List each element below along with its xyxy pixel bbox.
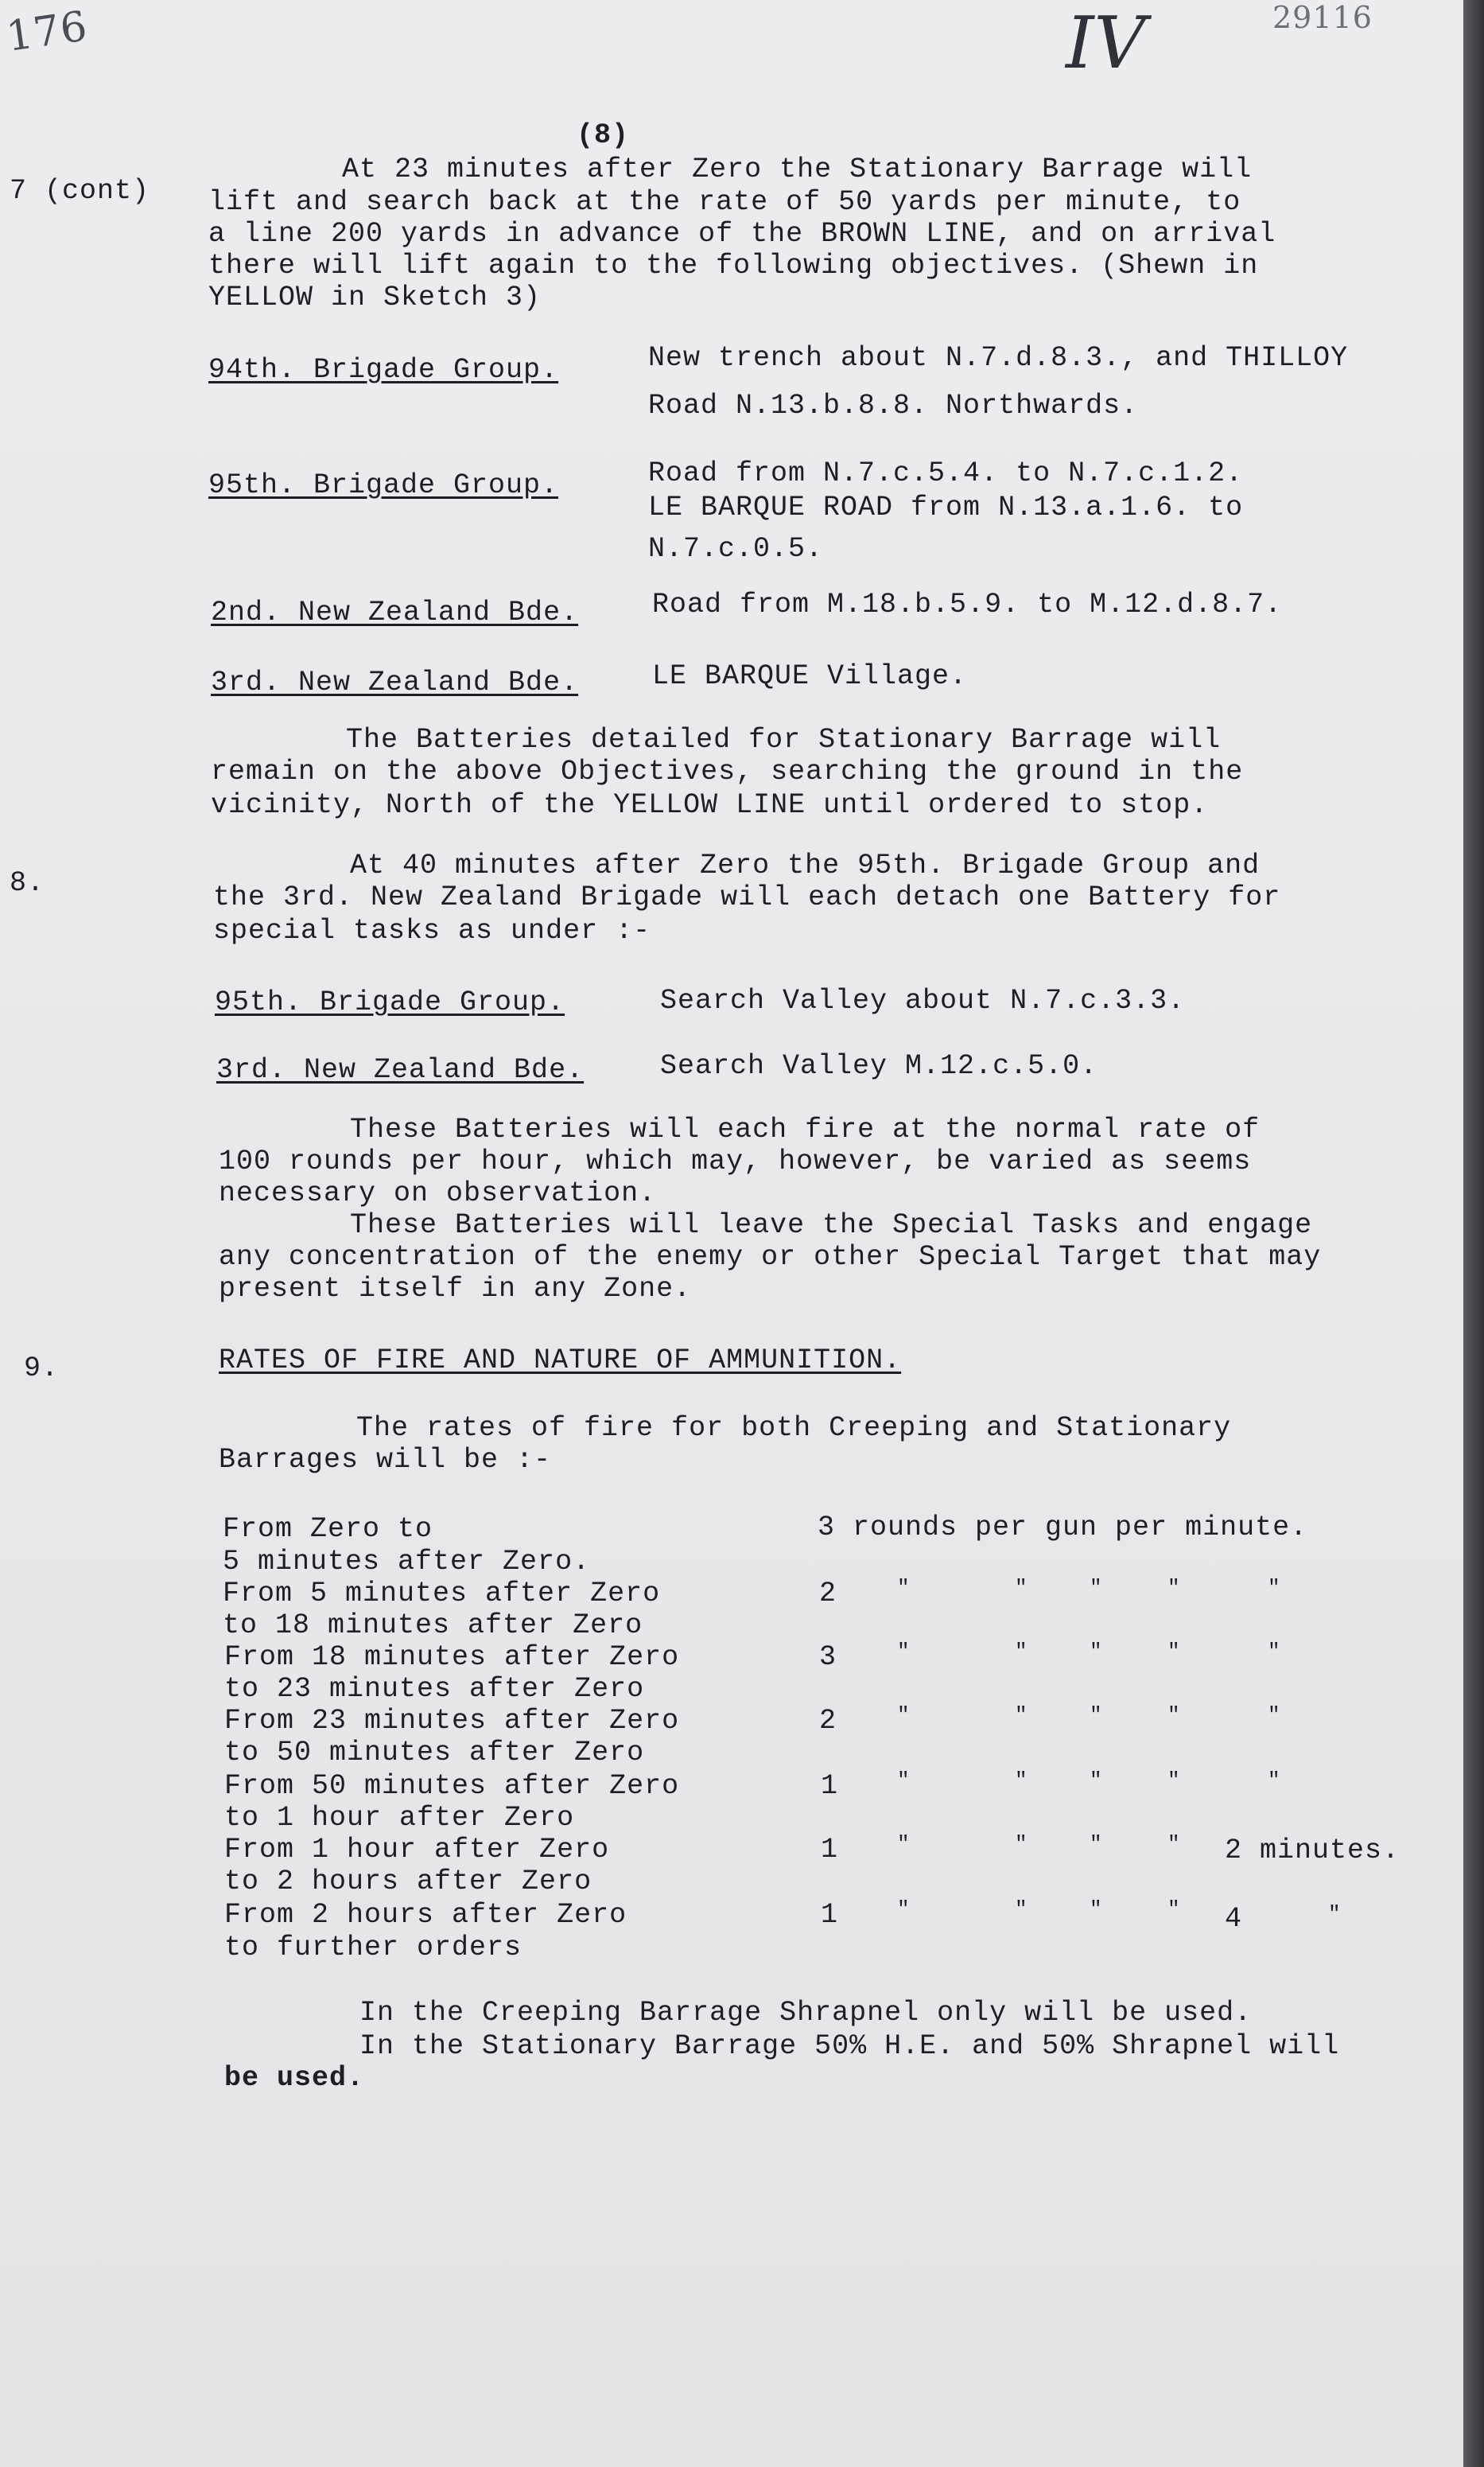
objective-text: Road N.13.b.8.8. Northwards. bbox=[648, 390, 1139, 422]
ditto-mark: " bbox=[897, 1832, 911, 1856]
rate-period: to 23 minutes after Zero bbox=[224, 1673, 645, 1705]
ditto-mark: " bbox=[1090, 1640, 1103, 1663]
ditto-mark: " bbox=[1015, 1576, 1028, 1600]
ditto-mark: " bbox=[897, 1769, 911, 1792]
rate-period: to further orders bbox=[224, 1932, 523, 1963]
ditto-mark: " bbox=[1328, 1902, 1342, 1926]
reference-numeral: IV bbox=[1066, 2, 1146, 85]
ditto-mark: " bbox=[1167, 1640, 1181, 1663]
rate-value: 1 bbox=[821, 1899, 839, 1931]
para8-closing-line: any concentration of the enemy or other Special Target that may bbox=[219, 1241, 1322, 1273]
rate-value: 1 bbox=[821, 1834, 839, 1866]
paragraph-number: 9. bbox=[24, 1352, 60, 1384]
objective-text: LE BARQUE Village. bbox=[652, 660, 968, 692]
rate-period: From 23 minutes after Zero bbox=[224, 1705, 680, 1737]
para8-closing-line: These Batteries will leave the Special Tasks and engage bbox=[350, 1209, 1313, 1241]
para8-closing-line: These Batteries will each fire at the normal rate of bbox=[350, 1114, 1261, 1146]
section-heading: RATES OF FIRE AND NATURE OF AMMUNITION. bbox=[219, 1344, 902, 1376]
rate-period: 5 minutes after Zero. bbox=[223, 1546, 591, 1578]
ditto-mark: " bbox=[1090, 1769, 1103, 1792]
para7-closing-line: The Batteries detailed for Stationary Barrage will bbox=[346, 724, 1222, 756]
objective-text: New trench about N.7.d.8.3., and THILLOY bbox=[648, 342, 1349, 374]
ditto-mark: " bbox=[897, 1897, 911, 1921]
para8-closing-line: present itself in any Zone. bbox=[219, 1273, 692, 1305]
ditto-mark: " bbox=[1167, 1576, 1181, 1600]
ditto-mark: " bbox=[897, 1640, 911, 1663]
para7-closing-line: remain on the above Objectives, searching the ground in the bbox=[211, 756, 1244, 788]
objective-unit: 3rd. New Zealand Bde. bbox=[211, 667, 579, 698]
objective-unit: 95th. Brigade Group. bbox=[208, 469, 559, 501]
rate-value: 2 bbox=[819, 1705, 837, 1737]
ditto-mark: " bbox=[1167, 1897, 1181, 1921]
ditto-mark: " bbox=[1268, 1640, 1281, 1663]
rate-period: From Zero to bbox=[223, 1513, 433, 1545]
objective-text: Road from N.7.c.5.4. to N.7.c.1.2. bbox=[648, 457, 1244, 489]
ditto-mark: " bbox=[1167, 1703, 1181, 1727]
ditto-mark: " bbox=[1015, 1703, 1028, 1727]
para7-line: there will lift again to the following objectives. (Shewn in bbox=[208, 250, 1259, 282]
ditto-mark: " bbox=[1090, 1703, 1103, 1727]
para9-closing-line: In the Creeping Barrage Shrapnel only will be used. bbox=[359, 1997, 1253, 2029]
rate-period: to 2 hours after Zero bbox=[224, 1866, 592, 1897]
ditto-mark: " bbox=[1015, 1832, 1028, 1856]
ditto-mark: " bbox=[897, 1703, 911, 1727]
ditto-mark: " bbox=[1015, 1897, 1028, 1921]
para7-line: lift and search back at the rate of 50 yards per minute, to bbox=[208, 186, 1241, 218]
para8-line: special tasks as under :- bbox=[213, 915, 651, 947]
ditto-mark: " bbox=[1268, 1769, 1281, 1792]
para9-closing-line: In the Stationary Barrage 50% H.E. and 50% Shrapnel will bbox=[359, 2030, 1340, 2062]
folio-number: 176 bbox=[3, 2, 91, 61]
task-text: Search Valley about N.7.c.3.3. bbox=[660, 985, 1186, 1017]
ditto-mark: " bbox=[1090, 1832, 1103, 1856]
task-text: Search Valley M.12.c.5.0. bbox=[660, 1050, 1098, 1082]
rate-period: to 18 minutes after Zero bbox=[223, 1609, 643, 1641]
ditto-mark: " bbox=[1015, 1769, 1028, 1792]
task-unit: 95th. Brigade Group. bbox=[215, 986, 565, 1018]
ditto-mark: " bbox=[1090, 1576, 1103, 1600]
objective-text: LE BARQUE ROAD from N.13.a.1.6. to bbox=[648, 492, 1244, 523]
ditto-mark: " bbox=[897, 1576, 911, 1600]
para9-line: Barrages will be :- bbox=[219, 1444, 552, 1476]
paragraph-number: 7 (cont) bbox=[10, 175, 150, 207]
rate-period: to 50 minutes after Zero bbox=[224, 1737, 645, 1769]
rate-period: From 50 minutes after Zero bbox=[224, 1770, 680, 1802]
ditto-mark: " bbox=[1268, 1576, 1281, 1600]
page-edge-shadow bbox=[1463, 0, 1484, 2467]
objective-text: N.7.c.0.5. bbox=[648, 533, 824, 565]
para9-line: The rates of fire for both Creeping and Stationary bbox=[356, 1412, 1232, 1444]
rate-period: From 1 hour after Zero bbox=[224, 1834, 610, 1866]
para8-closing-line: 100 rounds per hour, which may, however, be varied as seems bbox=[219, 1146, 1252, 1177]
para7-line: a line 200 yards in advance of the BROWN LINE, and on arrival bbox=[208, 218, 1276, 250]
rate-value: 3 bbox=[819, 1641, 837, 1673]
paragraph-number: 8. bbox=[10, 867, 45, 899]
para7-closing-line: vicinity, North of the YELLOW LINE until ordered to stop. bbox=[211, 789, 1209, 821]
rate-period: From 18 minutes after Zero bbox=[224, 1641, 680, 1673]
para7-line: At 23 minutes after Zero the Stationary Barrage will bbox=[342, 154, 1253, 185]
ditto-mark: " bbox=[1015, 1640, 1028, 1663]
para7-line: YELLOW in Sketch 3) bbox=[208, 282, 542, 313]
ditto-mark: " bbox=[1167, 1769, 1181, 1792]
rate-value: 3 rounds per gun per minute. bbox=[818, 1512, 1308, 1543]
objective-unit: 94th. Brigade Group. bbox=[208, 354, 559, 386]
ditto-mark: " bbox=[1167, 1832, 1181, 1856]
rate-tail: 2 minutes. bbox=[1225, 1835, 1400, 1866]
rate-period: From 2 hours after Zero bbox=[224, 1899, 627, 1931]
rate-period: From 5 minutes after Zero bbox=[223, 1578, 661, 1609]
ditto-mark: " bbox=[1268, 1703, 1281, 1727]
para9-closing-line: be used. bbox=[224, 2062, 365, 2094]
page-label: (8) bbox=[577, 119, 630, 151]
para8-closing-line: necessary on observation. bbox=[219, 1177, 657, 1209]
task-unit: 3rd. New Zealand Bde. bbox=[216, 1054, 585, 1086]
ditto-mark: " bbox=[1090, 1897, 1103, 1921]
objective-unit: 2nd. New Zealand Bde. bbox=[211, 597, 579, 628]
rate-value: 1 bbox=[821, 1770, 839, 1802]
rate-tail: 4 bbox=[1225, 1903, 1243, 1935]
rate-value: 2 bbox=[819, 1578, 837, 1609]
objective-text: Road from M.18.b.5.9. to M.12.d.8.7. bbox=[652, 589, 1283, 621]
archive-stamp: 29116 bbox=[1272, 0, 1373, 35]
para8-line: At 40 minutes after Zero the 95th. Brigade Group and bbox=[350, 850, 1261, 881]
rate-period: to 1 hour after Zero bbox=[224, 1802, 575, 1834]
para8-line: the 3rd. New Zealand Brigade will each detach one Battery for bbox=[213, 881, 1281, 913]
